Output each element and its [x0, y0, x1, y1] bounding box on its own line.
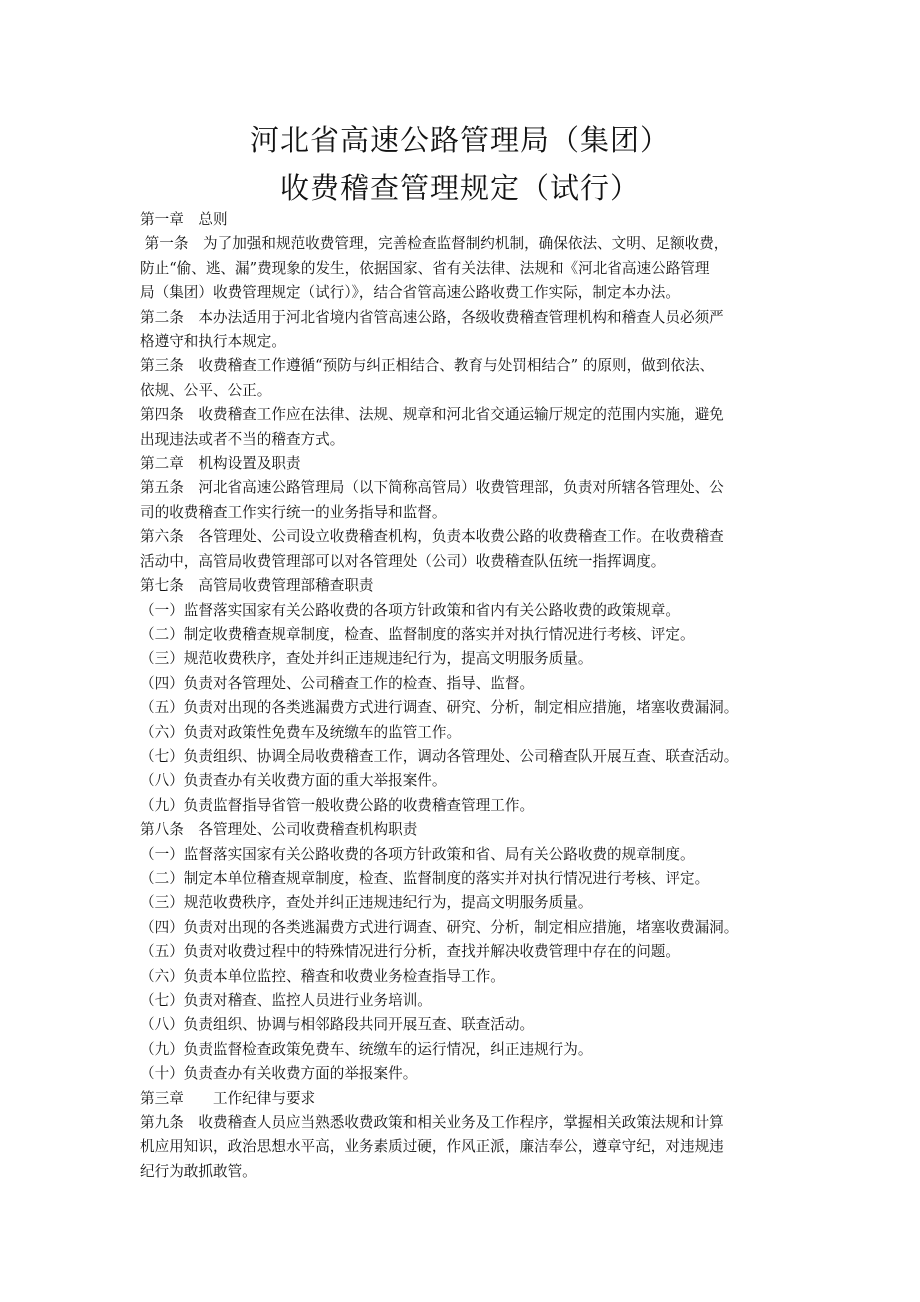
text-line: （五）负责对收费过程中的特殊情况进行分析，查找并解决收费管理中存在的问题。 — [140, 943, 680, 961]
text-line: 局（集团）收费管理规定（试行）》，结合省管高速公路收费工作实际，制定本办法。 — [140, 284, 680, 302]
text-line: 防止“偷、逃、漏”费现象的发生，依据国家、省有关法律、法规和《河北省高速公路管理 — [140, 259, 710, 277]
text-line: （八）负责组织、协调与相邻路段共同开展互查、联查活动。 — [140, 1016, 535, 1034]
text-line: 格遵守和执行本规定。 — [140, 333, 286, 351]
text-line: （十）负责查办有关收费方面的举报案件。 — [140, 1065, 418, 1083]
text-line: 依规、公平、公正。 — [140, 381, 272, 399]
text-line: （二）制定收费稽查规章制度，检查、监督制度的落实并对执行情况进行考核、评定。 — [140, 625, 695, 643]
text-line: 出现违法或者不当的稽查方式。 — [140, 430, 345, 448]
text-line: （一）监督落实国家有关公路收费的各项方针政策和省、局有关公路收费的规章制度。 — [140, 845, 695, 863]
text-line: 第五条 河北省高速公路管理局（以下简称高管局）收费管理部，负责对所辖各管理处、公 — [140, 479, 724, 497]
text-line: 司的收费稽查工作实行统一的业务指导和监督。 — [140, 503, 447, 521]
text-line: 机应用知识，政治思想水平高，业务素质过硬，作风正派，廉洁奉公，遵章守纪，对违规违 — [140, 1138, 724, 1156]
text-line: 第一章 总则 — [140, 211, 228, 228]
text-line: 第三条 收费稽查工作遵循“预防与纠正相结合、教育与处罚相结合” 的原则，做到依法、 — [140, 357, 715, 375]
text-line: 第四条 收费稽查工作应在法律、法规、规章和河北省交通运输厅规定的范围内实施，避免 — [140, 406, 724, 424]
text-line: （一）监督落实国家有关公路收费的各项方针政策和省内有关公路收费的政策规章。 — [140, 601, 680, 619]
text-line: （八）负责查办有关收费方面的重大举报案件。 — [140, 772, 447, 790]
text-line: 活动中，高管局收费管理部可以对各管理处（公司）收费稽查队伍统一指挥调度。 — [140, 552, 666, 570]
text-line: （九）负责监督检查政策免费车、统缴车的运行情况，纠正违规行为。 — [140, 1040, 593, 1058]
text-line: （四）负责对出现的各类逃漏费方式进行调查、研究、分析，制定相应措施，堵塞收费漏洞。 — [140, 918, 739, 936]
text-line: 第七条 高管局收费管理部稽查职责 — [140, 577, 374, 595]
text-line: 第八条 各管理处、公司收费稽查机构职责 — [140, 821, 418, 839]
text-line: （七）负责对稽查、监控人员进行业务培训。 — [140, 992, 432, 1009]
text-line: 第二章 机构设置及职责 — [140, 455, 301, 473]
text-line: （六）负责本单位监控、稽查和收费业务检查指导工作。 — [140, 967, 505, 985]
document-title-line-1: 河北省高速公路管理局（集团） — [249, 123, 670, 157]
text-line: 第二条 本办法适用于河北省境内省管高速公路，各级收费稽查管理机构和稽查人员必须严 — [140, 308, 724, 326]
text-line: 纪行为敢抓敢管。 — [140, 1162, 257, 1180]
text-line: （四）负责对各管理处、公司稽查工作的检查、指导、监督。 — [140, 674, 535, 692]
text-line: 第六条 各管理处、公司设立收费稽查机构，负责本收费公路的收费稽查工作。在收费稽查 — [140, 528, 724, 546]
text-line: （七）负责组织、协调全局收费稽查工作，调动各管理处、公司稽查队开展互查、联查活动。 — [140, 747, 739, 765]
text-line: （六）负责对政策性免费车及统缴车的监管工作。 — [140, 723, 462, 741]
text-line: （三）规范收费秩序，查处并纠正违规违纪行为，提高文明服务质量。 — [140, 650, 593, 668]
text-line: 第一条 为了加强和规范收费管理，完善检查监督制约机制，确保依法、文明、足额收费， — [140, 235, 729, 253]
text-line: （五）负责对出现的各类逃漏费方式进行调查、研究、分析，制定相应措施，堵塞收费漏洞。 — [140, 699, 739, 717]
document-title-line-2: 收费稽查管理规定（试行） — [279, 171, 640, 205]
text-line: （九）负责监督指导省管一般收费公路的收费稽查管理工作。 — [140, 796, 535, 814]
document-body — [140, 208, 794, 1184]
text-line: 第三章 工作纪律与要求 — [140, 1089, 316, 1107]
text-line: （三）规范收费秩序，查处并纠正违规违纪行为，提高文明服务质量。 — [140, 894, 593, 912]
text-line: （二）制定本单位稽查规章制度，检查、监督制度的落实并对执行情况进行考核、评定。 — [140, 869, 710, 887]
text-line: 第九条 收费稽查人员应当熟悉收费政策和相关业务及工作程序，掌握相关政策法规和计算 — [140, 1114, 724, 1132]
